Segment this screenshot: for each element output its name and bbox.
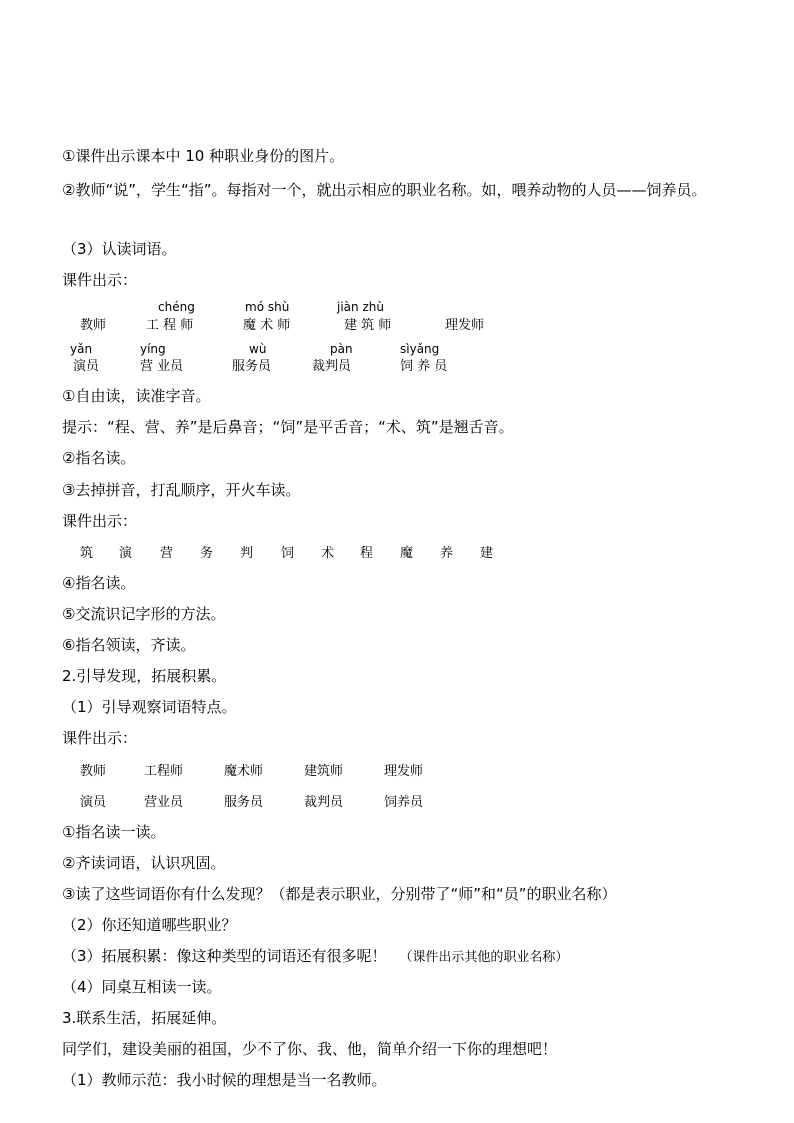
pinyin: mó shù xyxy=(245,300,290,314)
word: 建筑师 xyxy=(304,764,344,779)
paragraph-20 xyxy=(62,946,754,968)
paragraph-16: ①指名读一读。 xyxy=(62,823,166,841)
paragraph-12: ⑥指名领读，齐读。 xyxy=(62,636,196,654)
pinyin: chéng xyxy=(158,300,195,314)
word: 服务员 xyxy=(224,795,264,810)
paragraph-20-note: （课件出示其他的职业名称） xyxy=(399,950,569,965)
word: 魔术师 xyxy=(224,764,264,779)
word: 工 程 师 xyxy=(146,318,194,333)
word: 饲养员 xyxy=(384,795,424,810)
word: 裁判员 xyxy=(304,795,344,810)
word: 理发师 xyxy=(445,318,485,333)
word: 营业员 xyxy=(144,795,184,810)
word: 魔 术 师 xyxy=(243,318,291,333)
character: 营 xyxy=(160,546,174,561)
pinyin: yǎn xyxy=(70,342,93,356)
paragraph-10: ④指名读。 xyxy=(62,574,136,592)
paragraph-15: 课件出示： xyxy=(62,729,138,747)
character: 演 xyxy=(119,546,133,561)
word2-row-2 xyxy=(0,791,794,811)
pinyin: yíng xyxy=(140,342,166,356)
word: 营 业员 xyxy=(140,359,184,374)
paragraph-9: 课件出示： xyxy=(62,512,138,530)
paragraph-22: 3.联系生活，拓展延伸。 xyxy=(62,1009,227,1027)
paragraph-3: （3）认读词语。 xyxy=(62,240,177,258)
character: 养 xyxy=(440,546,454,561)
character: 术 xyxy=(321,546,335,561)
word: 裁判员 xyxy=(312,359,352,374)
paragraph-7: ②指名读。 xyxy=(62,449,136,467)
paragraph-5: ①自由读，读准字音。 xyxy=(62,387,211,405)
word: 工程师 xyxy=(144,764,184,779)
word2-row-1 xyxy=(0,760,794,780)
word: 建 筑 师 xyxy=(344,318,392,333)
character: 务 xyxy=(200,546,214,561)
character: 建 xyxy=(480,546,494,561)
word-row-2 xyxy=(0,355,794,375)
word: 演员 xyxy=(73,359,100,374)
word: 演员 xyxy=(80,795,107,810)
word: 服务员 xyxy=(232,359,272,374)
pinyin: jiàn zhù xyxy=(337,300,384,314)
character: 饲 xyxy=(281,546,295,561)
paragraph-13: 2.引导发现，拓展积累。 xyxy=(62,667,227,685)
paragraph-14: （1）引导观察词语特点。 xyxy=(62,698,237,716)
character: 判 xyxy=(240,546,254,561)
character: 筑 xyxy=(80,546,94,561)
paragraph-8: ③去掉拼音，打乱顺序，开火车读。 xyxy=(62,481,301,499)
pinyin: wù xyxy=(249,342,267,356)
paragraph-20-main: （3）拓展积累：像这种类型的词语还有很多呢！ xyxy=(62,947,387,965)
paragraph-4: 课件出示： xyxy=(62,271,138,289)
word: 理发师 xyxy=(384,764,424,779)
paragraph-19: （2）你还知道哪些职业？ xyxy=(62,916,237,934)
word: 教师 xyxy=(80,764,107,779)
word: 饲 养 员 xyxy=(400,359,448,374)
paragraph-11: ⑤交流识记字形的方法。 xyxy=(62,605,226,623)
paragraph-18: ③读了这些词语你有什么发现？（都是表示职业，分别带了“师”和“员”的职业名称） xyxy=(62,885,617,903)
character: 程 xyxy=(360,546,374,561)
pinyin: sìyǎng xyxy=(400,342,440,356)
word: 教师 xyxy=(80,318,107,333)
paragraph-1: ①课件出示课本中 10 种职业身份的图片。 xyxy=(62,147,345,165)
paragraph-17: ②齐读词语，认识巩固。 xyxy=(62,854,226,872)
character-row xyxy=(0,542,794,562)
character: 魔 xyxy=(400,546,414,561)
paragraph-23: 同学们，建设美丽的祖国，少不了你、我、他，简单介绍一下你的理想吧！ xyxy=(62,1040,558,1058)
paragraph-21: （4）同桌互相读一读。 xyxy=(62,978,222,996)
word-row-1 xyxy=(0,314,794,334)
pinyin: pàn xyxy=(330,342,353,356)
paragraph-2: ②教师“说”，学生“指”。每指对一个，就出示相应的职业名称。如，喂养动物的人员——饲养员。 xyxy=(62,181,707,199)
paragraph-6: 提示：“程、营、养”是后鼻音；“饲”是平舌音；“术、筑”是翘舌音。 xyxy=(62,418,514,436)
paragraph-24: （1）教师示范：我小时候的理想是当一名教师。 xyxy=(62,1071,387,1089)
